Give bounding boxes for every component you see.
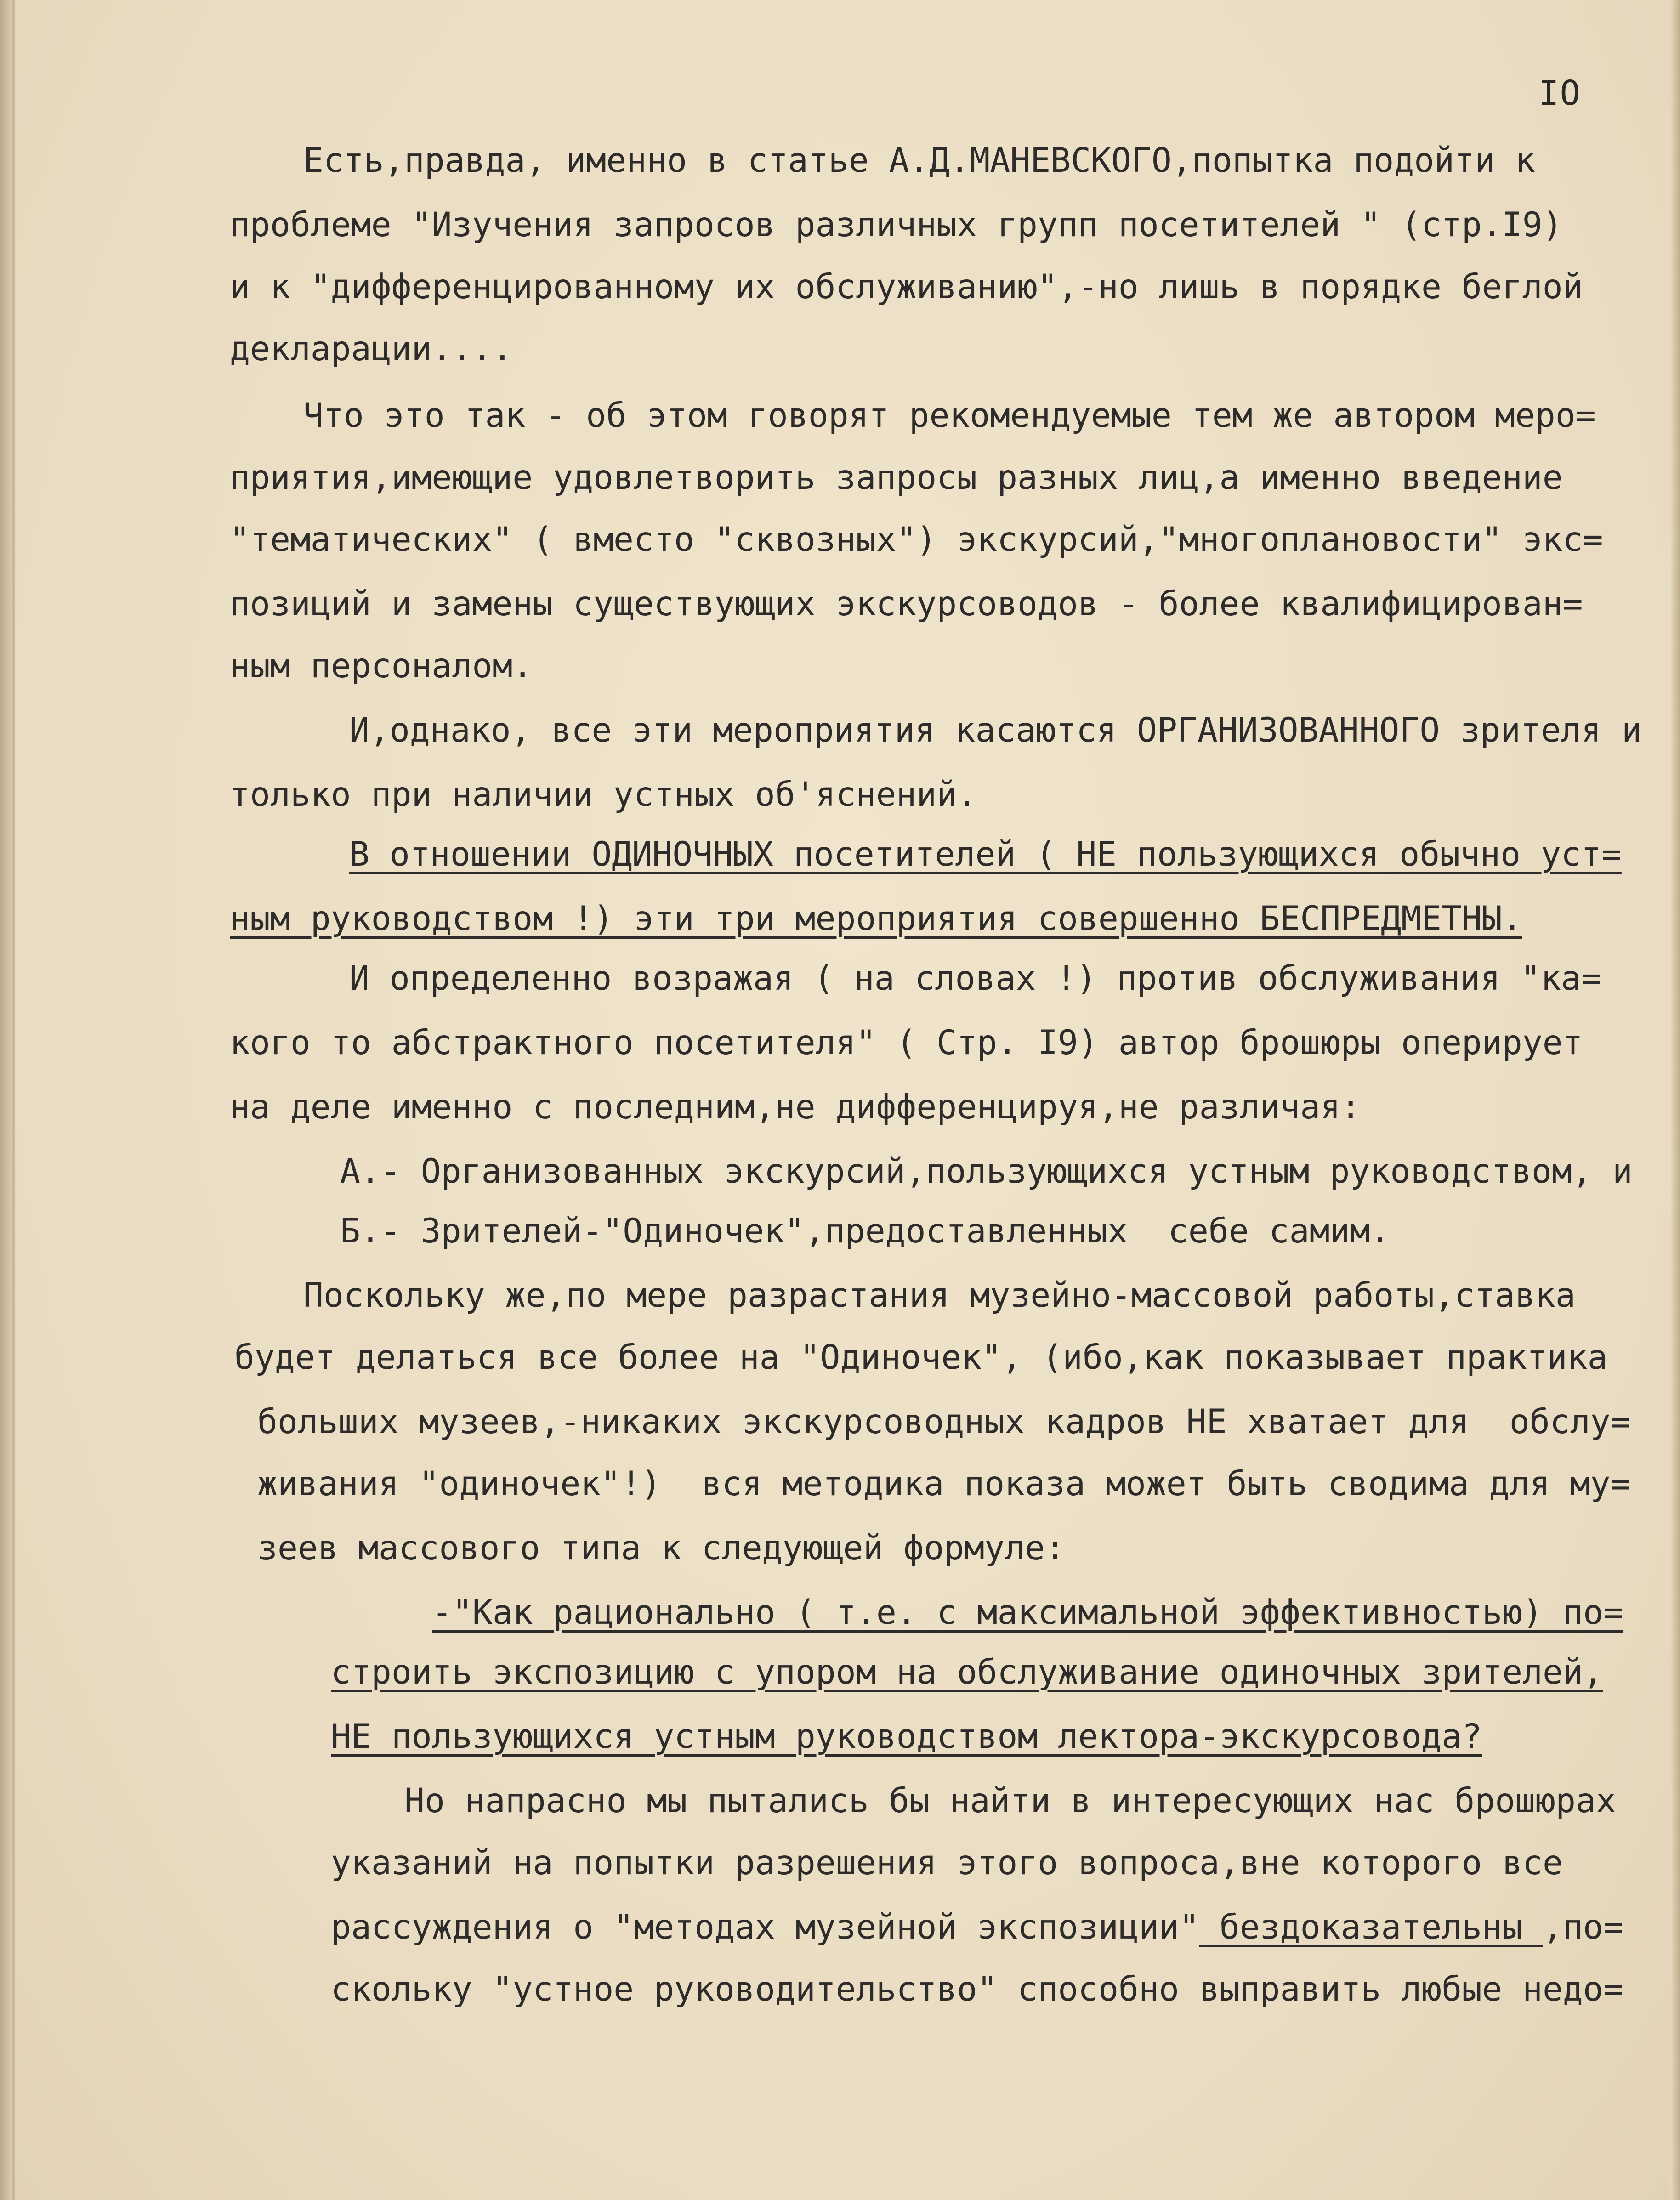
text-line (331, 1650, 1603, 1695)
text-line-content: декларации.... (230, 329, 513, 369)
text-line (230, 202, 1563, 248)
text-line-content: "тематических" ( вместо "сквозных") экскурсий,"многоплановости" экс= (230, 520, 1603, 559)
text-line-content: больших музеев,-никаких экскурсоводных кадров НЕ хватает для обслу= (257, 1402, 1631, 1441)
text-line (257, 1525, 1065, 1571)
text-line (230, 1084, 1361, 1130)
text-line-content: скольку "устное руководительство" способно выправить любые недо= (331, 1970, 1623, 2009)
text-line-content: только при наличии устных об'яснений. (230, 775, 977, 814)
text-line-content: И определенно возражая ( на словах !) против обслуживания "ка= (349, 959, 1601, 998)
text-line-content: указаний на попытки разрешения этого вопроса,вне которого все (331, 1843, 1563, 1882)
text-line (230, 455, 1563, 501)
text-line (340, 1149, 1633, 1195)
text-line-content: рассуждения о "методах музейной экспозиции" (331, 1908, 1199, 1947)
text-line-content: на деле именно с последним,не дифференцируя,не различая: (230, 1088, 1361, 1127)
page-number: IO (1538, 74, 1582, 113)
text-line-content: Б.- Зрителей-"Одиночек",предоставленных себе самим. (340, 1212, 1391, 1251)
text-line-content: Но напрасно мы пытались бы найти в интересующих нас брошюрах (404, 1781, 1616, 1820)
text-line (331, 1905, 1623, 1951)
text-line-content: строить экспозицию с упором на обслуживание одиночных зрителей, (331, 1653, 1603, 1692)
text-line-content: Что это так - об этом говорят рекомендуемые тем же автором меро= (303, 396, 1596, 435)
text-line (230, 1020, 1583, 1066)
text-line-content: И,однако, все эти мероприятия касаются ОРГАНИЗОВАННОГО зрителя и (349, 711, 1642, 750)
text-line-content: ным персоналом. (230, 646, 533, 686)
text-line-content: проблеме "Изучения запросов различных групп посетителей " (стр.I9) (230, 205, 1563, 244)
text-line-tail: ,по= (1543, 1908, 1623, 1947)
text-line (340, 1208, 1390, 1254)
text-line (331, 1967, 1623, 2013)
text-line (303, 138, 1535, 184)
page-binding-edge (0, 0, 12, 2200)
text-line (257, 1399, 1631, 1445)
text-line-content: живания "одиночек"!) вся методика показа может быть сводима для му= (257, 1464, 1631, 1503)
text-line (230, 581, 1583, 627)
text-line (230, 326, 512, 372)
text-line (404, 1778, 1616, 1824)
text-line-content: В отношении ОДИНОЧНЫХ посетителей ( НЕ пользующихся обычно уст= (349, 835, 1622, 874)
page-right-edge (1670, 0, 1680, 2200)
text-line (303, 393, 1596, 439)
text-line (331, 1714, 1482, 1760)
text-line-content: Есть,правда, именно в статье А.Д.МАНЕВСКОГО,попытка подойти к (303, 141, 1535, 180)
text-line-content: и к "дифференцированному их обслуживанию",-но лишь в порядке беглой (230, 267, 1583, 306)
underlined-phrase: бездоказательны (1199, 1908, 1543, 1947)
text-line (230, 643, 533, 689)
text-line-content: будет делаться все более на "Одиночек", (ибо,как показывает практика (234, 1338, 1608, 1377)
text-line (230, 517, 1603, 563)
text-line-content: приятия,имеющие удовлетворить запросы разных лиц,а именно введение (230, 458, 1563, 497)
text-line (349, 832, 1622, 878)
text-line (432, 1590, 1623, 1636)
text-line-content: ным руководством !) эти три мероприятия совершенно БЕСПРЕДМЕТНЫ. (230, 899, 1522, 938)
text-line-content: кого то абстрактного посетителя" ( Стр. I9) автор брошюры оперирует (230, 1023, 1583, 1062)
text-line-content: Поскольку же,по мере разрастания музейно-массовой работы,ставка (303, 1276, 1576, 1315)
text-line (230, 264, 1583, 310)
text-line-content: -"Как рационально ( т.е. с максимальной эффективностью) по= (432, 1593, 1624, 1632)
text-line (303, 1273, 1576, 1319)
text-line-content: зеев массового типа к следующей формуле: (257, 1529, 1065, 1568)
text-line (331, 1840, 1563, 1886)
text-line-content: позиций и замены существующих экскурсоводов - более квалифицирован= (230, 584, 1583, 624)
text-line (349, 956, 1601, 1002)
text-line (349, 708, 1642, 754)
text-line-content: А.- Организованных экскурсий,пользующихся устным руководством, и (340, 1152, 1633, 1191)
text-line (234, 1335, 1608, 1381)
text-line (230, 772, 977, 818)
text-line (257, 1461, 1631, 1507)
text-line (230, 896, 1522, 942)
text-line-content: НЕ пользующихся устным руководством лектора-экскурсовода? (331, 1717, 1482, 1756)
